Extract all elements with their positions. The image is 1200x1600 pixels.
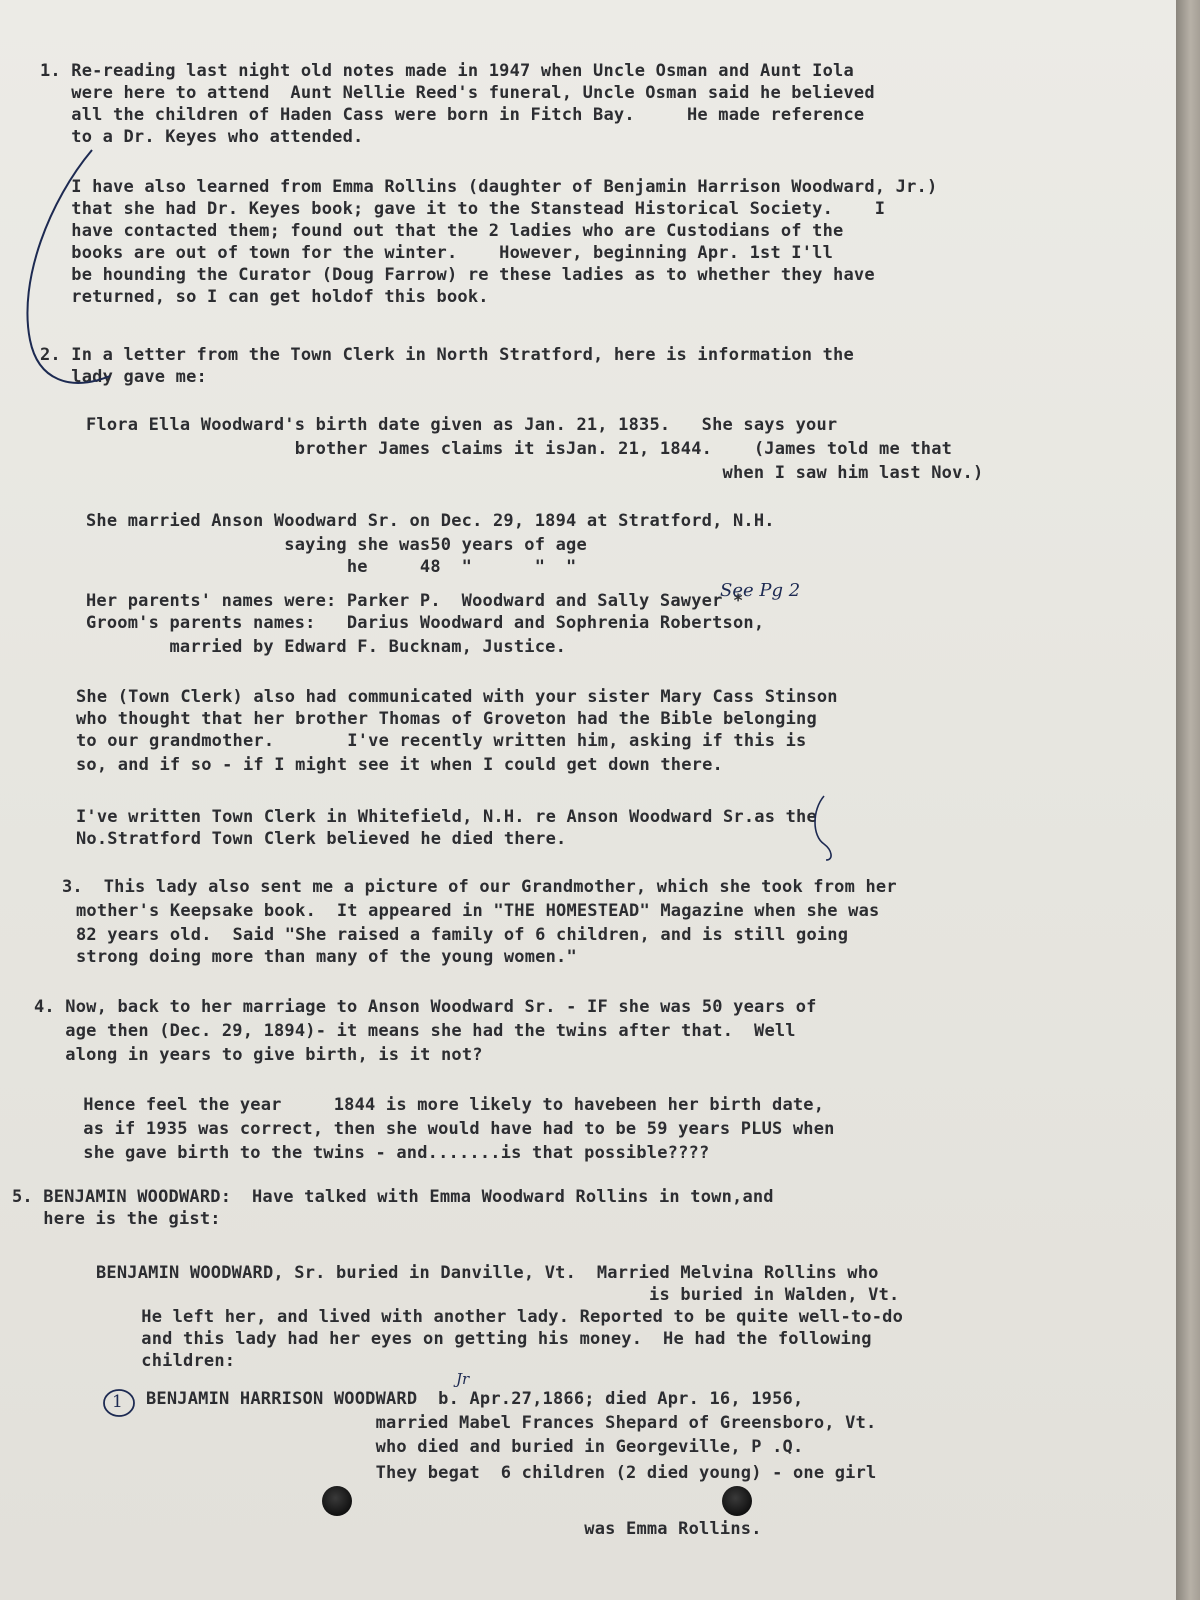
text-line: Groom's parents names: Darius Woodward and Sophrenia Robertson,: [86, 613, 765, 633]
punch-hole: [722, 1486, 752, 1516]
text-line: Flora Ella Woodward's birth date given as Jan. 21, 1835. She says your: [86, 415, 838, 435]
text-line: I've written Town Clerk in Whitefield, N.H. re Anson Woodward Sr.as the: [76, 807, 817, 827]
text-line: she gave birth to the twins - and.......is that possible????: [52, 1143, 710, 1163]
text-line: was Emma Rollins.: [146, 1519, 762, 1539]
text-line: to a Dr. Keyes who attended.: [40, 127, 364, 147]
punch-hole: [322, 1486, 352, 1516]
text-line: and this lady had her eyes on getting his money. He had the following: [110, 1329, 872, 1349]
text-line: were here to attend Aunt Nellie Reed's funeral, Uncle Osman said he believed: [40, 83, 875, 103]
handwritten-circled-number: 1: [112, 1392, 123, 1412]
text-line: who died and buried in Georgeville, P .Q.: [146, 1437, 804, 1457]
text-line: when I saw him last Nov.): [86, 463, 984, 483]
text-line: books are out of town for the winter. However, beginning Apr. 1st I'll: [40, 243, 834, 263]
text-line: so, and if so - if I might see it when I could get down there.: [76, 755, 723, 775]
text-line: 2. In a letter from the Town Clerk in North Stratford, here is information the: [40, 345, 854, 365]
page-edge-shadow: [1176, 0, 1200, 1600]
text-line: he 48 " " ": [86, 557, 577, 577]
text-line: that she had Dr. Keyes book; gave it to the Stanstead Historical Society. I: [40, 199, 886, 219]
text-line: be hounding the Curator (Doug Farrow) re these ladies as to whether they have: [40, 265, 875, 285]
text-line: Her parents' names were: Parker P. Woodward and Sally Sawyer *: [86, 591, 744, 611]
text-line: mother's Keepsake book. It appeared in "THE HOMESTEAD" Magazine when she was: [76, 901, 880, 921]
text-line: 3. This lady also sent me a picture of our Grandmother, which she took from her: [62, 877, 897, 897]
text-line: children:: [110, 1351, 236, 1371]
text-line: He left her, and lived with another lady. Reported to be quite well-to-do: [110, 1307, 904, 1327]
text-line: No.Stratford Town Clerk believed he died there.: [76, 829, 567, 849]
text-line: 5. BENJAMIN WOODWARD: Have talked with Emma Woodward Rollins in town,and: [12, 1187, 774, 1207]
text-line: Hence feel the year 1844 is more likely to havebeen her birth date,: [52, 1095, 825, 1115]
text-line: She (Town Clerk) also had communicated with your sister Mary Cass Stinson: [76, 687, 838, 707]
text-line: married Mabel Frances Shepard of Greensboro, Vt.: [146, 1413, 877, 1433]
text-line: here is the gist:: [12, 1209, 221, 1229]
text-line: She married Anson Woodward Sr. on Dec. 29, 1894 at Stratford, N.H.: [86, 511, 775, 531]
text-line: They begat 6 children (2 died young) - one girl: [146, 1463, 877, 1483]
text-line: strong doing more than many of the young women.": [76, 947, 577, 967]
handwritten-jr-mark: Jr: [456, 1370, 470, 1388]
text-line: saying she was50 years of age: [86, 535, 587, 555]
text-line: who thought that her brother Thomas of Groveton had the Bible belonging: [76, 709, 817, 729]
text-line: to our grandmother. I've recently written him, asking if this is: [76, 731, 807, 751]
text-line: lady gave me:: [40, 367, 207, 387]
text-line: 1. Re-reading last night old notes made in 1947 when Uncle Osman and Aunt Iola: [40, 61, 854, 81]
handwritten-see-page-note: See Pg 2: [720, 580, 801, 601]
handwritten-circle-mark: [104, 1390, 134, 1416]
text-line: 82 years old. Said "She raised a family of 6 children, and is still going: [76, 925, 849, 945]
text-line: brother James claims it isJan. 21, 1844. (James told me that: [86, 439, 953, 459]
text-line: along in years to give birth, is it not?: [34, 1045, 483, 1065]
text-line: as if 1935 was correct, then she would have had to be 59 years PLUS when: [52, 1119, 835, 1139]
text-line: age then (Dec. 29, 1894)- it means she had the twins after that. Well: [34, 1021, 796, 1041]
text-line: returned, so I can get holdof this book.: [40, 287, 489, 307]
text-line: BENJAMIN HARRISON WOODWARD b. Apr.27,1866; died Apr. 16, 1956,: [146, 1389, 804, 1409]
text-line: 4. Now, back to her marriage to Anson Woodward Sr. - IF she was 50 years of: [34, 997, 817, 1017]
text-line: I have also learned from Emma Rollins (daughter of Benjamin Harrison Woodward, Jr.): [40, 177, 938, 197]
text-line: have contacted them; found out that the 2 ladies who are Custodians of the: [40, 221, 844, 241]
text-line: all the children of Haden Cass were born in Fitch Bay. He made reference: [40, 105, 865, 125]
handwritten-bracket-mark: [815, 796, 831, 860]
text-line: is buried in Walden, Vt.: [96, 1285, 900, 1305]
text-line: BENJAMIN WOODWARD, Sr. buried in Danville, Vt. Married Melvina Rollins who: [96, 1263, 879, 1283]
text-line: married by Edward F. Bucknam, Justice.: [86, 637, 567, 657]
margin-bracket-mark: [27, 150, 110, 383]
